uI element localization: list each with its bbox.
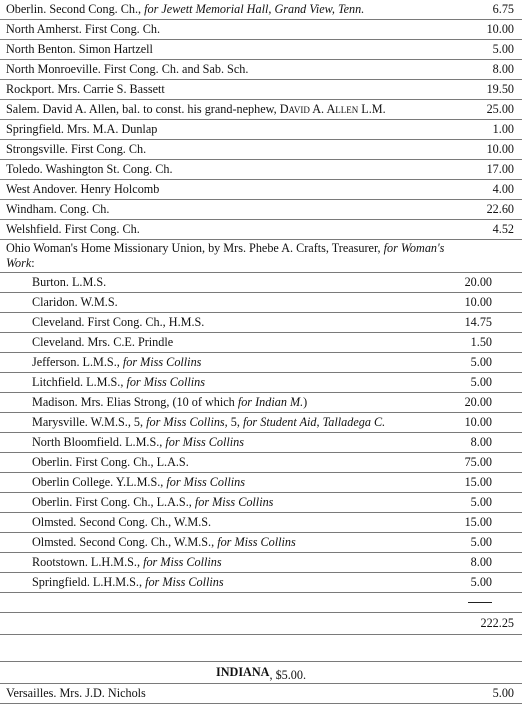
sum-rule (468, 602, 492, 603)
entry-name: North Amherst. First Cong. Ch. (6, 22, 161, 36)
sub-entry-amount: 10.00 (464, 415, 492, 429)
entry-name: Salem. David A. Allen, bal. to const. his grand-nephew, David A. Allen L.M. (6, 102, 386, 116)
sub-entry-name: Cleveland. Mrs. C.E. Prindle (32, 335, 174, 349)
sub-entry-row (0, 473, 522, 493)
sub-entry-name: Olmsted. Second Cong. Ch., W.M.S. (32, 515, 212, 529)
entry-amount: 1.00 (492, 122, 514, 136)
entry-row (0, 60, 522, 80)
sub-entry-amount: 5.00 (470, 495, 492, 509)
sub-entry-name: Oberlin. First Cong. Ch., L.A.S. (32, 455, 189, 469)
sub-entry-row (0, 273, 522, 293)
sub-entry-name: Oberlin College. Y.L.M.S., for Miss Collins (32, 475, 245, 489)
sub-entry-row (0, 413, 522, 433)
entry-amount: 4.00 (492, 182, 514, 196)
sub-entry-row (0, 493, 522, 513)
entry-name: North Benton. Simon Hartzell (6, 42, 153, 56)
entry-row (0, 80, 522, 100)
entry-row (0, 0, 522, 20)
union-heading-text: Ohio Woman's Home Missionary Union, by Mrs. Phebe A. Crafts, Treasurer, for Woman's Work: (6, 241, 445, 270)
sub-entry-row (0, 293, 522, 313)
entry-name: Rockport. Mrs. Carrie S. Bassett (6, 82, 165, 96)
entry-name: Springfield. Mrs. M.A. Dunlap (6, 122, 158, 136)
sub-entry-name: Madison. Mrs. Elias Strong, (10 of which for Indian M.) (32, 395, 308, 409)
section-gap (0, 635, 522, 662)
entry-name: Oberlin. Second Cong. Ch., for Jewett Memorial Hall, Grand View, Tenn. (6, 2, 365, 16)
sub-entry-row (0, 453, 522, 473)
entry-amount: 19.50 (486, 82, 514, 96)
sub-entry-name: Jefferson. L.M.S., for Miss Collins (32, 355, 202, 369)
sub-entry-row (0, 393, 522, 413)
entry-row (0, 160, 522, 180)
sub-entry-row (0, 573, 522, 593)
sum-rule-row (0, 593, 522, 613)
sub-entry-amount: 1.50 (470, 335, 492, 349)
sub-entry-amount: 8.00 (470, 435, 492, 449)
entry-amount: 17.00 (486, 162, 514, 176)
sub-entry-amount: 5.00 (470, 575, 492, 589)
sub-entry-row (0, 513, 522, 533)
sub-entry-row (0, 333, 522, 353)
ohio-entries (0, 0, 522, 240)
sub-entry-amount: 14.75 (464, 315, 492, 329)
sub-entry-name: Cleveland. First Cong. Ch., H.M.S. (32, 315, 205, 329)
entry-row (0, 200, 522, 220)
sub-entry-name: Rootstown. L.H.M.S., for Miss Collins (32, 555, 222, 569)
sub-entry-name: Burton. L.M.S. (32, 275, 107, 289)
entry-row (0, 140, 522, 160)
entry-amount: 4.52 (492, 222, 514, 236)
sub-entry-amount: 15.00 (464, 475, 492, 489)
entry-row (0, 40, 522, 60)
sub-entry-amount: 15.00 (464, 515, 492, 529)
sub-entry-row (0, 553, 522, 573)
sub-entry-name: Litchfield. L.M.S., for Miss Collins (32, 375, 206, 389)
entry-name: West Andover. Henry Holcomb (6, 182, 160, 196)
sub-entry-amount: 20.00 (464, 275, 492, 289)
entry-name: Toledo. Washington St. Cong. Ch. (6, 162, 173, 176)
entry-amount: 6.75 (492, 2, 514, 16)
sub-entry-amount: 20.00 (464, 395, 492, 409)
entry-row (0, 220, 522, 240)
sub-entry-amount: 5.00 (470, 375, 492, 389)
sub-entry-row (0, 313, 522, 333)
sub-entry-name: Marysville. W.M.S., 5, for Miss Collins, 5, for Student Aid, Talladega C. (32, 415, 386, 429)
sub-entry-amount: 8.00 (470, 555, 492, 569)
subtotal-row (0, 613, 522, 635)
entry-row (0, 100, 522, 120)
sub-entry-amount: 75.00 (464, 455, 492, 469)
state-heading-text: INDIANA, $5.00. (215, 665, 307, 682)
sub-entry-row (0, 533, 522, 553)
sub-entry-row (0, 373, 522, 393)
sub-entry-row (0, 353, 522, 373)
sub-entry-name: North Bloomfield. L.M.S., for Miss Collins (32, 435, 244, 449)
entry-name: Strongsville. First Cong. Ch. (6, 142, 147, 156)
state-heading-indiana (0, 662, 522, 684)
entry-name: Welshfield. First Cong. Ch. (6, 222, 140, 236)
sub-entry-amount: 5.00 (470, 535, 492, 549)
entry-amount: 5.00 (492, 42, 514, 56)
sub-entry-name: Claridon. W.M.S. (32, 295, 118, 309)
entry-amount: 5.00 (492, 686, 514, 700)
entry-amount: 22.60 (486, 202, 514, 216)
entry-name: Windham. Cong. Ch. (6, 202, 110, 216)
entry-row (0, 684, 522, 704)
entry-name: North Monroeville. First Cong. Ch. and Sab. Sch. (6, 62, 249, 76)
sub-entry-amount: 10.00 (464, 295, 492, 309)
entry-row (0, 180, 522, 200)
sub-entry-name: Oberlin. First Cong. Ch., L.A.S., for Miss Collins (32, 495, 274, 509)
subtotal-amount: 222.25 (480, 616, 514, 630)
sub-entry-name: Springfield. L.H.M.S., for Miss Collins (32, 575, 224, 589)
entry-amount: 10.00 (486, 22, 514, 36)
sub-entry-amount: 5.00 (470, 355, 492, 369)
union-sub-entries (0, 273, 522, 593)
entry-row (0, 20, 522, 40)
entry-amount: 8.00 (492, 62, 514, 76)
entry-amount: 10.00 (486, 142, 514, 156)
entry-name: Versailles. Mrs. J.D. Nichols (6, 686, 146, 700)
union-heading (0, 240, 522, 273)
sub-entry-name: Olmsted. Second Cong. Ch., W.M.S., for Miss Collins (32, 535, 296, 549)
entry-row (0, 120, 522, 140)
entry-amount: 25.00 (486, 102, 514, 116)
sub-entry-row (0, 433, 522, 453)
